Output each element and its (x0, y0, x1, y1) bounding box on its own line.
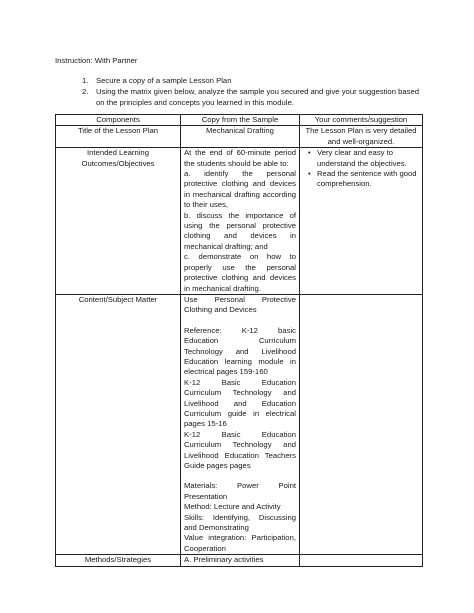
content-values: Value integration: Participation, Cooperation (184, 533, 296, 553)
table-row (56, 555, 423, 566)
comment-bullet: • Read the sentence with good comprehension. (317, 169, 419, 190)
spacer (184, 471, 296, 481)
row-comment-content (300, 294, 423, 554)
objective-c: c. demonstrate on how to properly use the personal protective clothing and devices in mechanical drafting. (184, 252, 296, 293)
instruction-line: Instruction: With Partner (55, 56, 138, 65)
row-component-content: Content/Subject Matter (56, 294, 181, 554)
step-text: Secure a copy of a sample Lesson Plan (96, 76, 232, 85)
table-row (56, 126, 423, 148)
table-row (56, 148, 423, 295)
instruction-steps (82, 76, 427, 109)
table-header-row (56, 115, 423, 126)
comment-bullet-list (303, 148, 419, 190)
row-comment-objectives (300, 148, 423, 295)
row-copy-objectives (181, 148, 300, 295)
content-reference-2: K-12 Basic Education Curriculum Technology and Livelihood and Education Curriculum guide in electrical pages 15-16 (184, 377, 296, 429)
step-item (82, 76, 427, 86)
row-copy-methods: A. Preliminary activities (181, 555, 300, 566)
analysis-matrix-table (55, 114, 423, 567)
header-comments: Your comments/suggestion (300, 115, 423, 126)
row-copy-title: Mechanical Drafting (181, 126, 300, 148)
row-component-title: Title of the Lesson Plan (56, 126, 181, 148)
content-topic: Use Personal Protective Clothing and Devices (184, 294, 296, 315)
content-skills: Skills: Identifying, Discussing and Demonstrating (184, 512, 296, 533)
content-materials: Materials: Power Point Presentation (184, 481, 296, 501)
step-item (82, 87, 427, 108)
row-component-objectives: Intended Learning Outcomes/Objectives (56, 148, 181, 295)
step-number: 1. (82, 76, 89, 85)
row-copy-content (181, 294, 300, 554)
table-row (56, 294, 423, 554)
step-text: Using the matrix given below, analyze the sample you secured and give your suggestion based on the principles and concepts you learned in this module. (96, 87, 420, 107)
row-comment-methods (300, 555, 423, 566)
objective-b: b. discuss the importance of using the personal protective clothing and devices in mechanical drafting; and (184, 210, 296, 251)
spacer (184, 316, 296, 326)
objectives-intro: At the end of 60-minute period the students should be able to: (184, 148, 296, 168)
row-comment-title: The Lesson Plan is very detailed and well-organized. (300, 126, 423, 148)
content-reference-1: Reference: K-12 basic Education Curriculum Technology and Livelihood Education learning module in electrical pages 159-160 (184, 325, 296, 377)
content-reference-3: K-12 Basic Education Curriculum Technology and Livelihood Education Teachers Guide pages pages (184, 429, 296, 470)
header-copy-from-sample: Copy from the Sample (181, 115, 300, 126)
step-number: 2. (82, 87, 89, 97)
objective-a: a. identify the personal protective clothing and devices in mechanical drafting according to their uses, (184, 169, 296, 210)
content-method: Method: Lecture and Activity (184, 502, 281, 512)
comment-bullet: • Very clear and easy to understand the objectives. (317, 148, 419, 169)
row-component-methods: Methods/Strategies (56, 555, 181, 566)
header-components: Components (56, 115, 181, 126)
